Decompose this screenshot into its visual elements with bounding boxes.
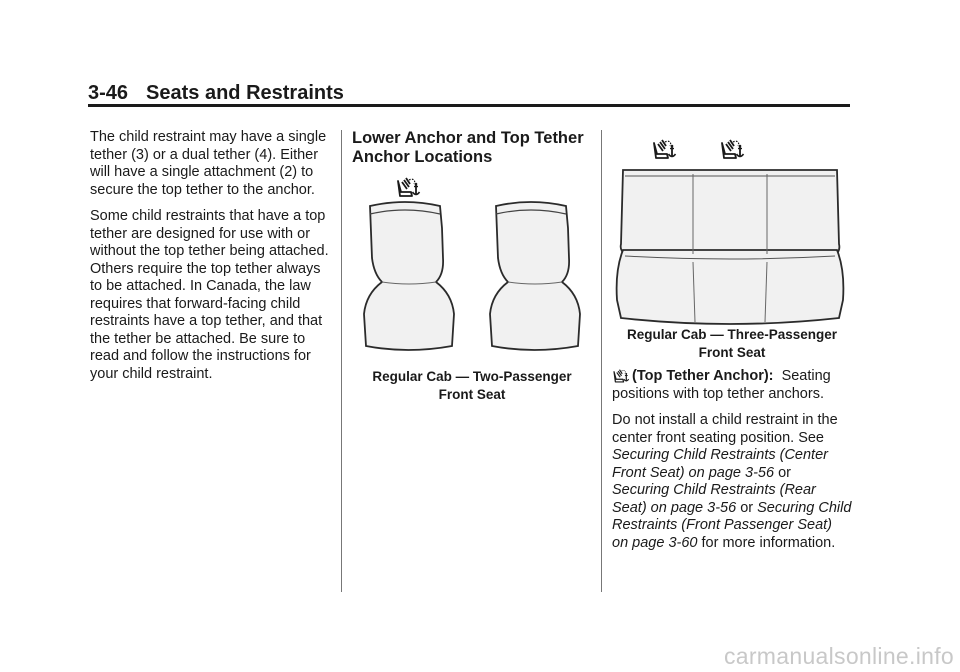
caption-line: Regular Cab — Two-Passenger [372,369,572,384]
page-header [88,82,344,105]
page-number: 3-46 [88,82,129,104]
anchor-desc: Seating positions with top tether anchors. [612,368,831,402]
top-tether-anchor-icon [398,178,420,196]
paragraph: The child restraint may have a single tether (3) or a dual tether (4). Either will have a single attachment (2) to secure the top tether to the anchor. [90,129,327,198]
seat-left [364,202,454,350]
two-passenger-seat-illustration [360,178,590,363]
top-tether-anchor-icon [722,140,744,158]
bench-seat [617,170,844,324]
top-tether-anchor-icon [612,369,629,384]
cross-reference-link[interactable]: Securing Child Restraints (Center Front Seat) on page 3-56 [612,447,828,481]
caption-line: Front Seat [438,387,506,402]
caption-line: Regular Cab — Three-Passenger [626,327,838,342]
header-rule [88,104,850,107]
section-heading: Lower Anchor and Top Tether Anchor Locations [352,129,584,166]
left-column [90,129,335,392]
seat-right [490,202,580,350]
three-passenger-caption [612,326,852,362]
paragraph: Some child restraints that have a top tether are designed for use with or without the top tether being attached. Others require the top tether always to be attached. In Canada, the law requires that forward-facing child restraints have a top tether, and that the tether be attached. Be sure to read and follow the instructions for your child restraint. [90,208,329,382]
right-column-text [612,368,852,561]
anchor-description [612,368,852,403]
caption-line: Front Seat [698,345,766,360]
middle-column [352,129,592,167]
column-divider-left [341,130,342,592]
watermark: carmanualsonline.info [723,643,954,669]
column-divider-right [601,130,602,592]
section-title: Seats and Restraints [146,82,344,104]
top-tether-anchor-icon [654,140,676,158]
cross-reference-link[interactable]: Securing Child Restraints (Rear Seat) on page 3-56 [612,482,816,516]
two-passenger-caption [352,368,592,404]
anchor-label: (Top Tether Anchor): [632,368,774,384]
paragraph: Do not install a child restraint in the center front seating position. See Securing Child Restraints (Center Front Seat) on page 3-56 or Securing Child Restraints (Rear Seat) on page 3-56 or Securing Child Restraints (Front Passenger Seat) on page 3-60 for more information. [612,412,852,551]
cross-reference-link[interactable]: Securing Child Restraints (Front Passenger Seat) on page 3-60 [612,499,852,551]
three-passenger-seat-illustration [615,140,845,330]
